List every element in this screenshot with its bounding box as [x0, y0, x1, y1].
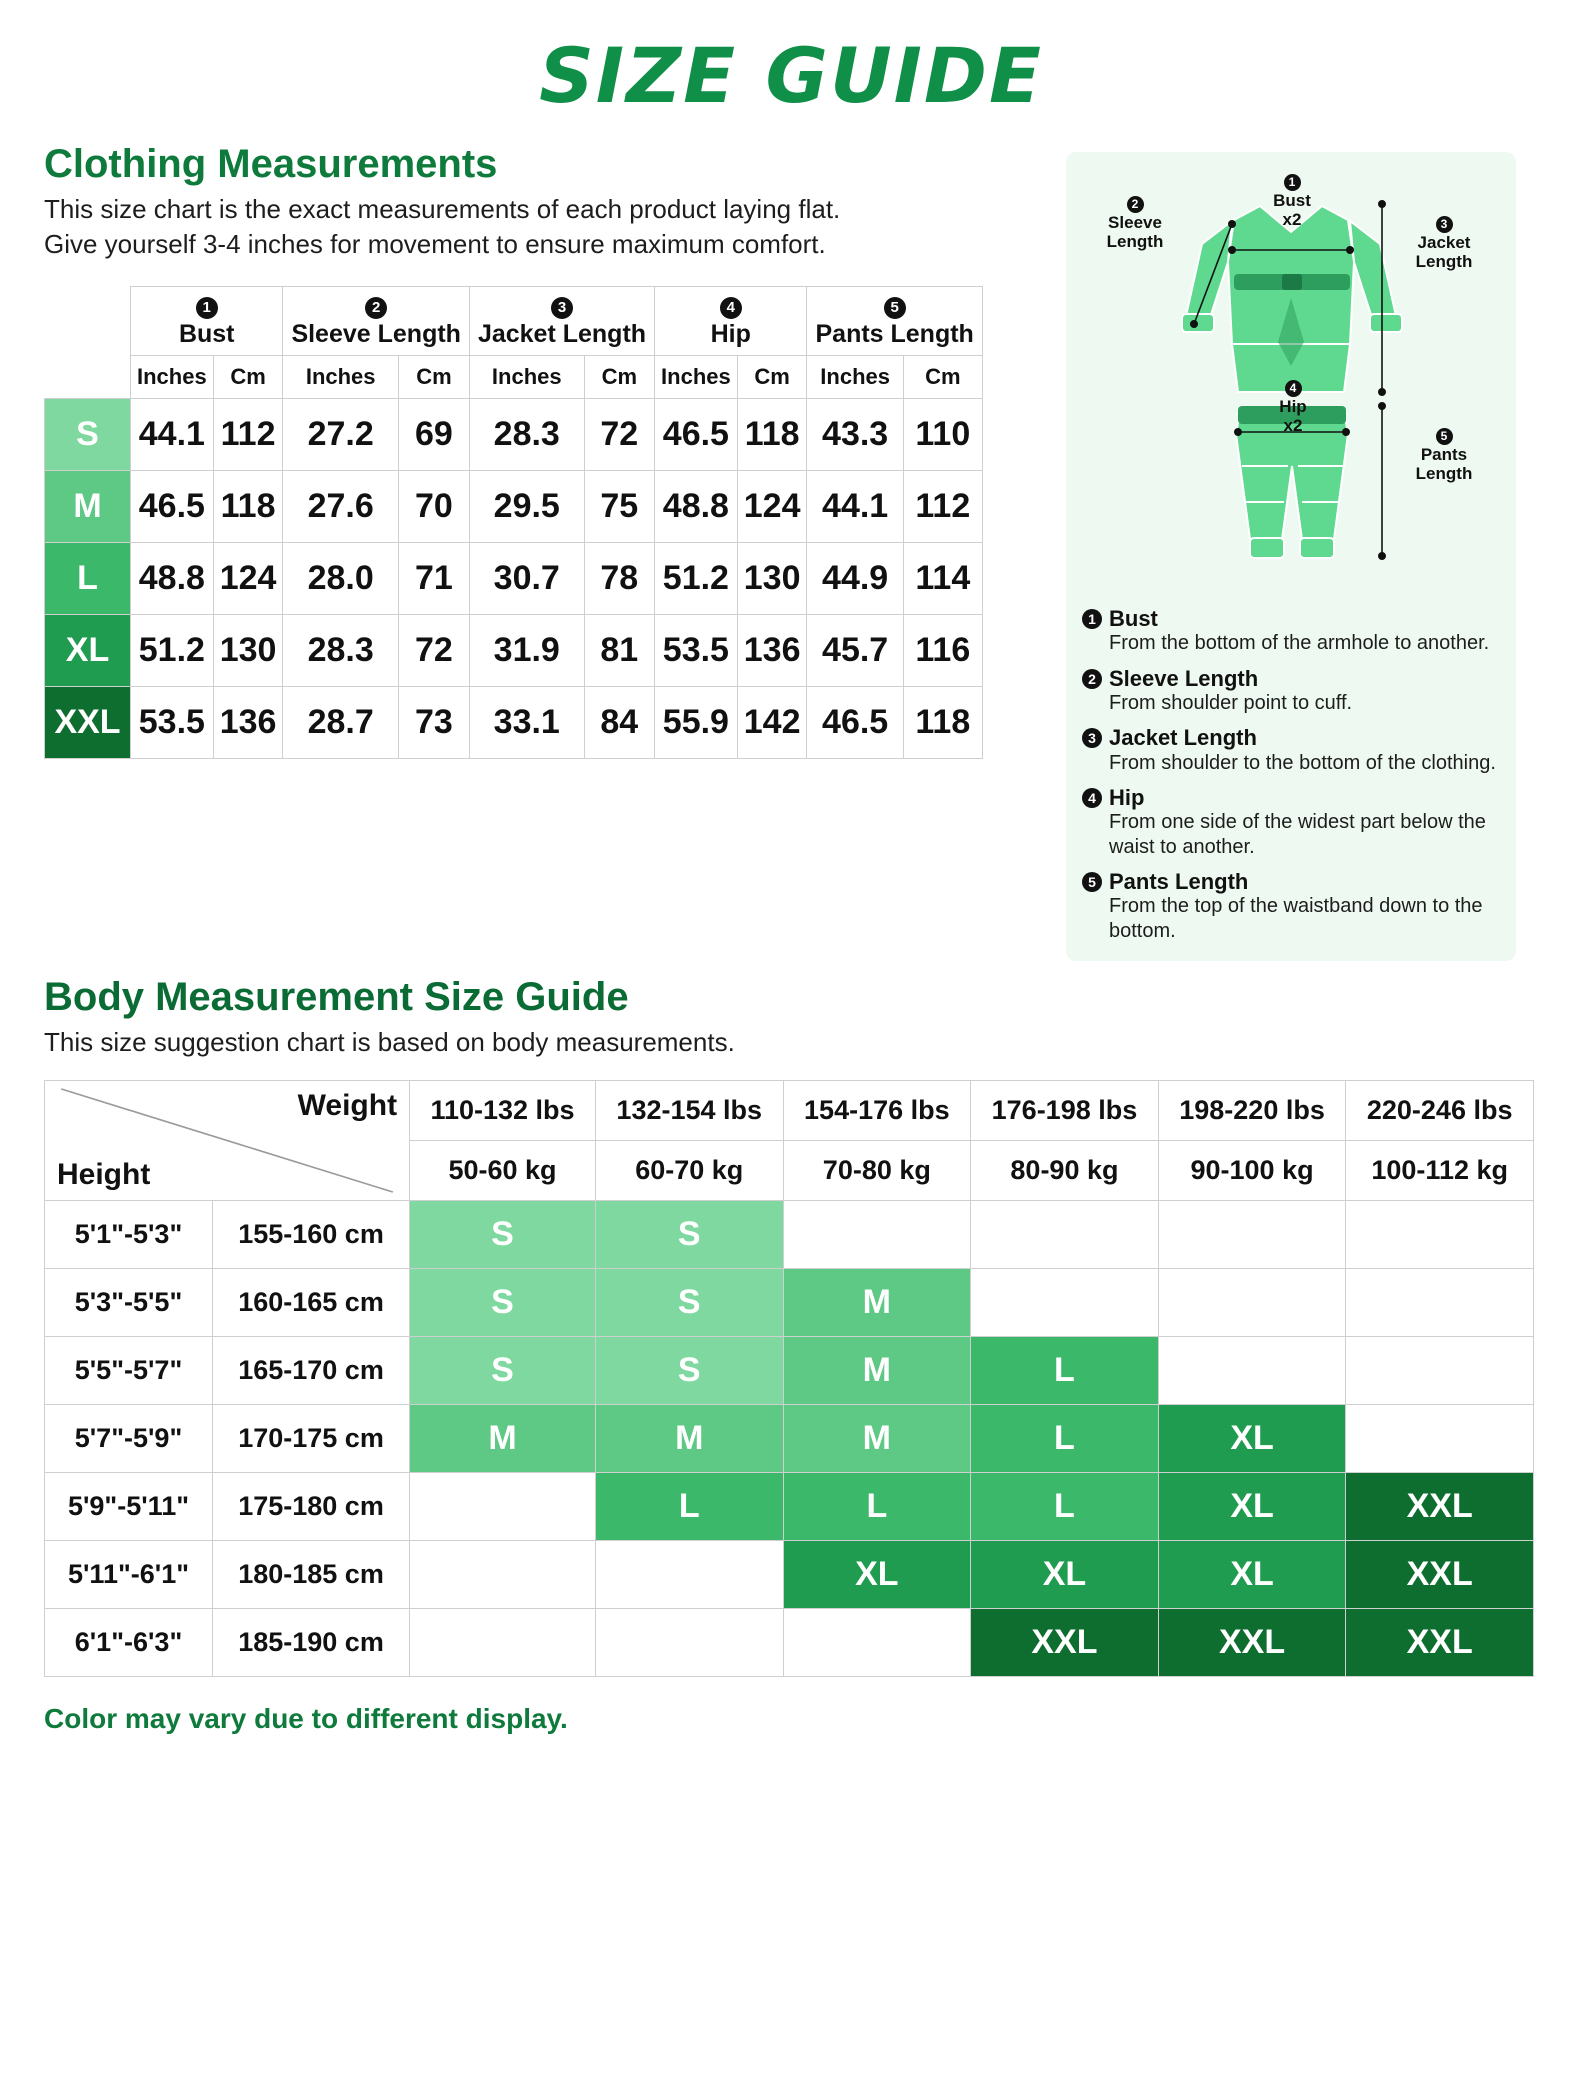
weight-lbs-header: 110-132 lbs: [410, 1081, 596, 1141]
measurement-cell: 112: [213, 399, 283, 471]
clothing-unit-header: Inches: [469, 356, 584, 399]
group-label: Sleeve Length: [291, 320, 461, 349]
measurement-cell: 53.5: [131, 687, 214, 759]
measurement-cell: 28.3: [469, 399, 584, 471]
callout-hip: [1258, 378, 1328, 435]
callout-sleeve-length: [1090, 194, 1180, 251]
group-badge-2: 2: [365, 297, 387, 319]
table-row: [45, 1337, 1534, 1405]
measurement-cell: 53.5: [655, 615, 738, 687]
measurement-cell: 29.5: [469, 471, 584, 543]
measurement-cell: 142: [737, 687, 807, 759]
callout-pants-badge: 5: [1436, 428, 1453, 445]
legend-desc: From the top of the waistband down to the bottom.: [1109, 895, 1483, 942]
height-cm-cell: 180-185 cm: [213, 1541, 410, 1609]
legend-badge-3: 3: [1082, 728, 1102, 748]
size-cell-xl: XL: [1158, 1473, 1346, 1541]
height-cm-cell: 175-180 cm: [213, 1473, 410, 1541]
clothing-group-header: [807, 287, 982, 356]
height-ft-cell: 5'7"-5'9": [45, 1405, 213, 1473]
table-row: [45, 1405, 1534, 1473]
size-label-l: L: [45, 543, 131, 615]
size-cell-empty: [1346, 1337, 1534, 1405]
callout-pants-length: [1398, 426, 1490, 483]
height-cm-cell: 155-160 cm: [213, 1201, 410, 1269]
measurement-cell: 116: [903, 615, 982, 687]
measurement-cell: 72: [584, 399, 654, 471]
height-cm-cell: 185-190 cm: [213, 1609, 410, 1677]
size-cell-s: S: [410, 1201, 596, 1269]
measurement-cell: 118: [903, 687, 982, 759]
table-row: [45, 615, 983, 687]
legend-desc: From the bottom of the armhole to another.: [1109, 632, 1490, 655]
measurement-cell: 118: [737, 399, 807, 471]
table-row: [45, 1609, 1534, 1677]
legend-desc: From one side of the widest part below the waist to another.: [1109, 811, 1486, 858]
size-cell-xl: XL: [783, 1541, 971, 1609]
size-cell-empty: [1346, 1201, 1534, 1269]
height-ft-cell: 5'3"-5'5": [45, 1269, 213, 1337]
size-cell-xxl: XXL: [971, 1609, 1159, 1677]
size-label-m: M: [45, 471, 131, 543]
legend-badge-1: 1: [1082, 609, 1102, 629]
measurement-cell: 130: [737, 543, 807, 615]
size-cell-xxl: XXL: [1346, 1473, 1534, 1541]
clothing-desc-line2: Give yourself 3-4 inches for movement to ensure maximum comfort.: [44, 229, 826, 260]
garment-illustration: [1082, 166, 1500, 596]
size-cell-xxl: XXL: [1346, 1541, 1534, 1609]
group-label: Hip: [710, 320, 751, 349]
weight-lbs-header: 198-220 lbs: [1158, 1081, 1346, 1141]
clothing-desc-line1: This size chart is the exact measurements of each product laying flat.: [44, 194, 841, 224]
height-ft-cell: 5'5"-5'7": [45, 1337, 213, 1405]
legend-desc: From shoulder to the bottom of the clothing.: [1109, 751, 1496, 774]
size-cell-l: L: [783, 1473, 971, 1541]
measurement-cell: 51.2: [131, 615, 214, 687]
clothing-group-header: [283, 287, 470, 356]
size-cell-empty: [1158, 1337, 1346, 1405]
size-cell-empty: [1346, 1269, 1534, 1337]
size-cell-empty: [410, 1609, 596, 1677]
clothing-group-header: [131, 287, 283, 356]
legend-badge-5: 5: [1082, 872, 1102, 892]
measurement-cell: 30.7: [469, 543, 584, 615]
height-cm-cell: 165-170 cm: [213, 1337, 410, 1405]
table-row: [45, 399, 983, 471]
callout-jacket-label: Jacket Length: [1415, 233, 1473, 271]
size-label-xxl: XXL: [45, 687, 131, 759]
callout-bust-label: Bust x2: [1273, 191, 1311, 229]
measurement-cell: 46.5: [131, 471, 214, 543]
table-row: [45, 1541, 1534, 1609]
measurement-cell: 69: [398, 399, 469, 471]
measurement-cell: 28.3: [283, 615, 399, 687]
group-label: Jacket Length: [477, 320, 647, 349]
group-badge-4: 4: [720, 297, 742, 319]
size-cell-l: L: [595, 1473, 783, 1541]
legend-desc: From shoulder point to cuff.: [1109, 691, 1353, 714]
size-cell-m: M: [595, 1405, 783, 1473]
clothing-section: [44, 128, 1538, 961]
weight-kg-header: 50-60 kg: [410, 1141, 596, 1201]
callout-sleeve-label: Sleeve Length: [1106, 213, 1164, 251]
legend-item: [1082, 725, 1500, 775]
callout-jacket-badge: 3: [1436, 216, 1453, 233]
legend-item: [1082, 606, 1500, 656]
group-badge-1: 1: [196, 297, 218, 319]
illustration-panel: [1066, 152, 1516, 961]
legend-item: [1082, 666, 1500, 716]
measurement-cell: 130: [213, 615, 283, 687]
size-cell-empty: [1346, 1405, 1534, 1473]
measurement-cell: 75: [584, 471, 654, 543]
table-row: [45, 1269, 1534, 1337]
group-label: Bust: [178, 320, 235, 349]
weight-lbs-header: 220-246 lbs: [1346, 1081, 1534, 1141]
measurement-cell: 70: [398, 471, 469, 543]
size-cell-s: S: [595, 1201, 783, 1269]
measurement-cell: 118: [213, 471, 283, 543]
body-heading: Body Measurement Size Guide: [44, 975, 629, 1020]
height-ft-cell: 5'9"-5'11": [45, 1473, 213, 1541]
measurement-cell: 28.0: [283, 543, 399, 615]
measurement-cell: 44.1: [131, 399, 214, 471]
measurement-cell: 78: [584, 543, 654, 615]
clothing-unit-header: Inches: [807, 356, 903, 399]
size-cell-empty: [595, 1609, 783, 1677]
measurement-cell: 27.2: [283, 399, 399, 471]
measurement-cell: 33.1: [469, 687, 584, 759]
clothing-group-header: [469, 287, 654, 356]
clothing-table-body: [45, 399, 983, 759]
size-cell-empty: [971, 1201, 1159, 1269]
weight-lbs-header: 176-198 lbs: [971, 1081, 1159, 1141]
illustration-legend: [1082, 606, 1500, 943]
clothing-table-corner-2: [45, 356, 131, 399]
legend-item: [1082, 869, 1500, 943]
body-measurement-table: [44, 1080, 1534, 1677]
body-header-row-lbs: [45, 1081, 1534, 1141]
clothing-heading: Clothing Measurements: [44, 142, 498, 186]
size-cell-m: M: [783, 1337, 971, 1405]
clothing-measurements-table: [44, 286, 983, 759]
measurement-cell: 45.7: [807, 615, 903, 687]
size-cell-empty: [410, 1473, 596, 1541]
table-row: [45, 687, 983, 759]
weight-height-corner: [45, 1081, 410, 1201]
height-cm-cell: 160-165 cm: [213, 1269, 410, 1337]
measurement-cell: 72: [398, 615, 469, 687]
weight-lbs-header: 154-176 lbs: [783, 1081, 971, 1141]
measurement-cell: 84: [584, 687, 654, 759]
size-label-s: S: [45, 399, 131, 471]
size-cell-empty: [783, 1609, 971, 1677]
page-title: SIZE GUIDE: [539, 31, 1043, 120]
table-row: [45, 1201, 1534, 1269]
weight-lbs-header: 132-154 lbs: [595, 1081, 783, 1141]
size-guide-page: [0, 31, 1582, 2086]
group-badge-3: 3: [551, 297, 573, 319]
table-row: [45, 1473, 1534, 1541]
size-cell-s: S: [410, 1337, 596, 1405]
size-cell-empty: [783, 1201, 971, 1269]
height-ft-cell: 5'11"-6'1": [45, 1541, 213, 1609]
clothing-group-header-row: [45, 287, 983, 356]
clothing-unit-header: Inches: [283, 356, 399, 399]
table-row: [45, 543, 983, 615]
weight-kg-header: 70-80 kg: [783, 1141, 971, 1201]
footnote: Color may vary due to different display.: [44, 1703, 568, 1735]
size-cell-l: L: [971, 1337, 1159, 1405]
measurement-cell: 73: [398, 687, 469, 759]
legend-title: 1 Bust: [1082, 606, 1500, 631]
callout-hip-label: Hip x2: [1279, 397, 1307, 435]
clothing-table-corner: [45, 287, 131, 356]
table-row: [45, 471, 983, 543]
height-cm-cell: 170-175 cm: [213, 1405, 410, 1473]
weight-kg-header: 100-112 kg: [1346, 1141, 1534, 1201]
size-cell-m: M: [783, 1269, 971, 1337]
size-cell-empty: [410, 1541, 596, 1609]
size-cell-empty: [1158, 1201, 1346, 1269]
callout-bust-badge: 1: [1284, 174, 1301, 191]
measurement-cell: 124: [737, 471, 807, 543]
size-cell-l: L: [971, 1473, 1159, 1541]
measurement-cell: 110: [903, 399, 982, 471]
size-cell-empty: [595, 1541, 783, 1609]
clothing-unit-header-row: [45, 356, 983, 399]
measurement-cell: 44.1: [807, 471, 903, 543]
size-cell-m: M: [783, 1405, 971, 1473]
measurement-cell: 55.9: [655, 687, 738, 759]
measurement-cell: 46.5: [655, 399, 738, 471]
measurement-cell: 27.6: [283, 471, 399, 543]
callout-jacket-length: [1398, 214, 1490, 271]
callout-bust: [1250, 172, 1334, 229]
size-cell-s: S: [595, 1269, 783, 1337]
callout-pants-label: Pants Length: [1415, 445, 1473, 483]
group-label: Pants Length: [815, 320, 974, 349]
clothing-unit-header: Cm: [398, 356, 469, 399]
size-cell-s: S: [410, 1269, 596, 1337]
clothing-unit-header: Cm: [584, 356, 654, 399]
measurement-cell: 81: [584, 615, 654, 687]
measurement-cell: 136: [213, 687, 283, 759]
measurement-cell: 46.5: [807, 687, 903, 759]
size-label-xl: XL: [45, 615, 131, 687]
clothing-unit-header: Inches: [655, 356, 738, 399]
measurement-cell: 71: [398, 543, 469, 615]
legend-title: 5 Pants Length: [1082, 869, 1500, 894]
weight-kg-header: 60-70 kg: [595, 1141, 783, 1201]
measurement-cell: 114: [903, 543, 982, 615]
clothing-unit-header: Cm: [903, 356, 982, 399]
clothing-unit-header: Cm: [213, 356, 283, 399]
size-cell-xxl: XXL: [1158, 1609, 1346, 1677]
measurement-cell: 124: [213, 543, 283, 615]
height-ft-cell: 6'1"-6'3": [45, 1609, 213, 1677]
legend-title: 3 Jacket Length: [1082, 725, 1500, 750]
callout-hip-badge: 4: [1285, 380, 1302, 397]
group-badge-5: 5: [884, 297, 906, 319]
callout-sleeve-badge: 2: [1127, 196, 1144, 213]
size-cell-s: S: [595, 1337, 783, 1405]
measurement-cell: 48.8: [655, 471, 738, 543]
height-axis-label: Height: [57, 1158, 151, 1192]
height-ft-cell: 5'1"-5'3": [45, 1201, 213, 1269]
measurement-cell: 48.8: [131, 543, 214, 615]
size-cell-xxl: XXL: [1346, 1609, 1534, 1677]
size-cell-xl: XL: [1158, 1405, 1346, 1473]
body-section: [44, 975, 1538, 1677]
measurement-cell: 136: [737, 615, 807, 687]
size-cell-xl: XL: [971, 1541, 1159, 1609]
legend-badge-4: 4: [1082, 788, 1102, 808]
legend-title: 2 Sleeve Length: [1082, 666, 1500, 691]
legend-title: 4 Hip: [1082, 785, 1500, 810]
measurement-cell: 112: [903, 471, 982, 543]
size-cell-m: M: [410, 1405, 596, 1473]
size-cell-l: L: [971, 1405, 1159, 1473]
size-cell-xl: XL: [1158, 1541, 1346, 1609]
measurement-cell: 43.3: [807, 399, 903, 471]
clothing-unit-header: Cm: [737, 356, 807, 399]
weight-kg-header: 90-100 kg: [1158, 1141, 1346, 1201]
legend-item: [1082, 785, 1500, 859]
measurement-cell: 44.9: [807, 543, 903, 615]
legend-badge-2: 2: [1082, 669, 1102, 689]
size-cell-empty: [971, 1269, 1159, 1337]
size-cell-empty: [1158, 1269, 1346, 1337]
clothing-unit-header: Inches: [131, 356, 214, 399]
body-desc: This size suggestion chart is based on body measurements.: [44, 1027, 735, 1058]
clothing-group-header: [655, 287, 807, 356]
measurement-cell: 31.9: [469, 615, 584, 687]
measurement-cell: 51.2: [655, 543, 738, 615]
weight-kg-header: 80-90 kg: [971, 1141, 1159, 1201]
weight-axis-label: Weight: [297, 1089, 398, 1123]
measurement-cell: 28.7: [283, 687, 399, 759]
body-table-body: [45, 1081, 1534, 1677]
